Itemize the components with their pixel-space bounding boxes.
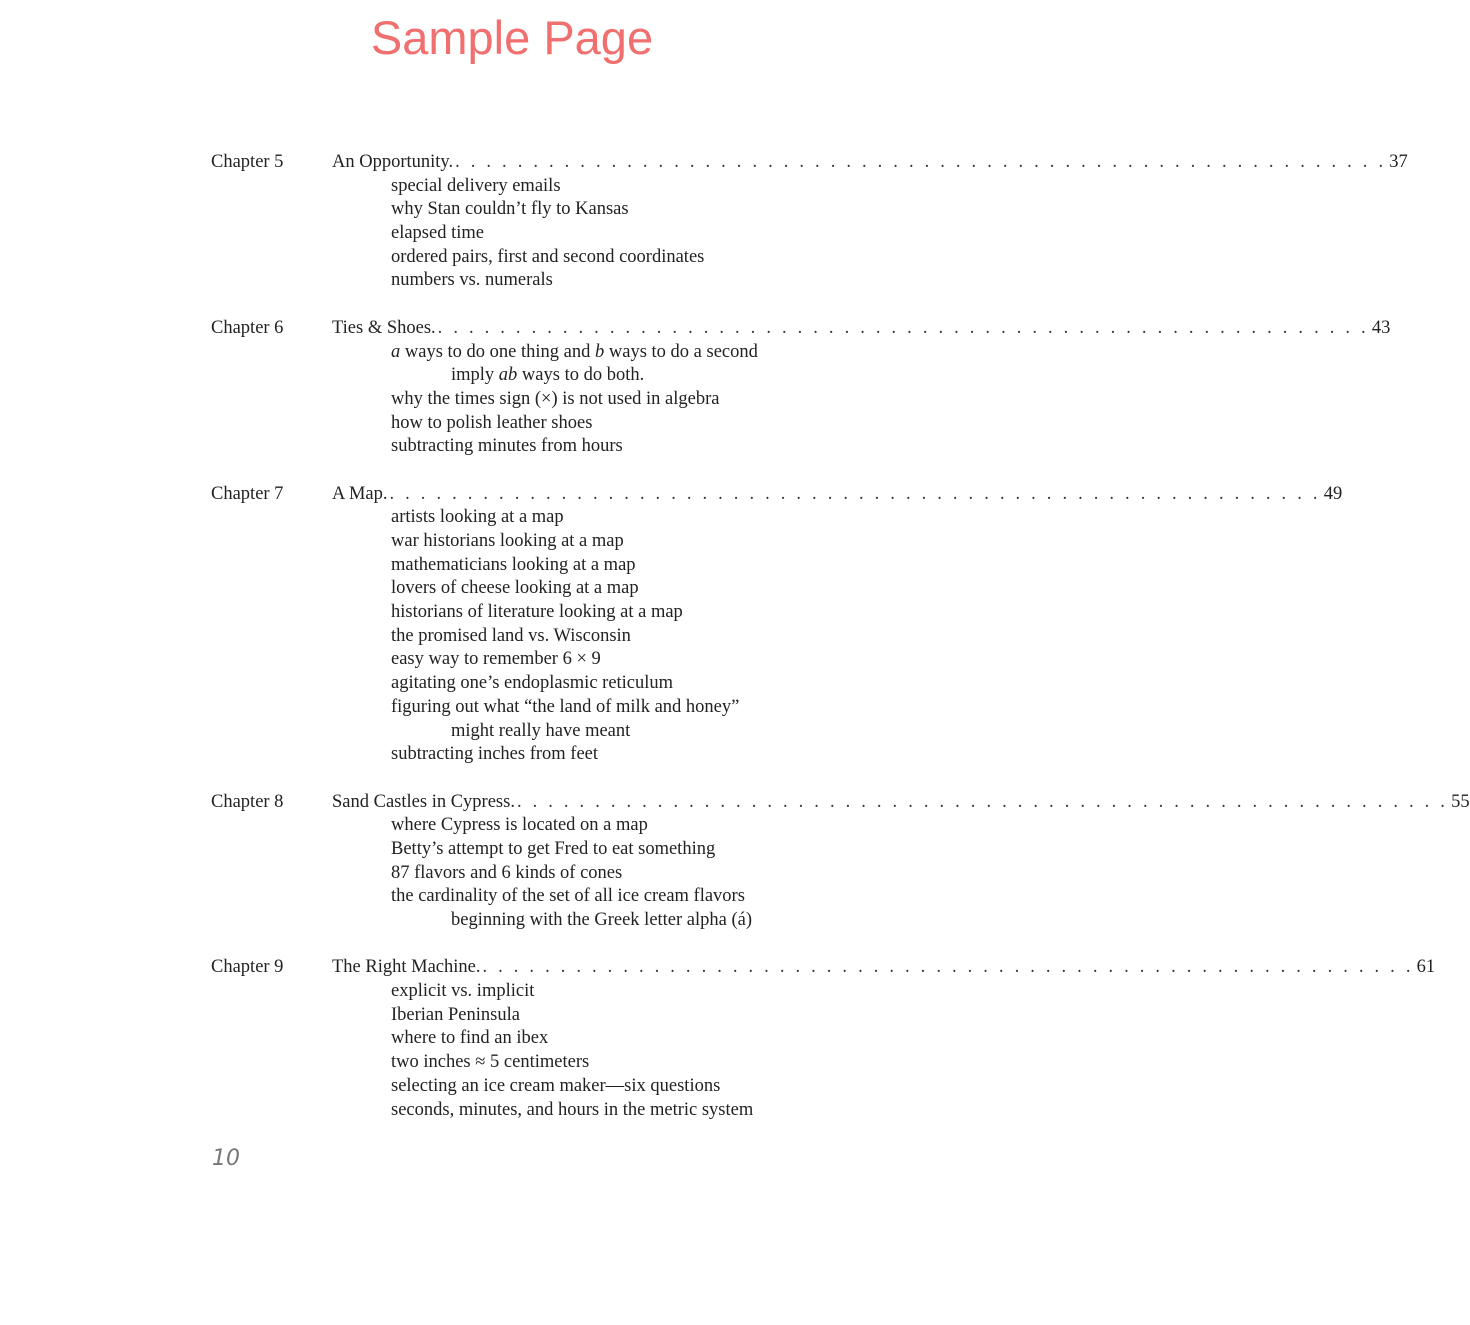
chapter-label: Chapter 7 (211, 483, 284, 504)
chapter-title[interactable]: A Map. (332, 483, 388, 504)
topic-item: Betty’s attempt to get Fred to eat something (391, 838, 716, 859)
topic-item: the promised land vs. Wisconsin (391, 625, 631, 646)
chapter-title[interactable]: An Opportunity. (332, 152, 454, 172)
topic-item: 87 flavors and 6 kinds of cones (391, 862, 623, 883)
dot-leader: . . . . . . . . . . . . . . . . . . . . . . . . . . . . . . . . . . . . . . . . . . . . . . . . . . . . . . . . . . . . (437, 317, 1369, 338)
italic-variable: b (595, 341, 605, 362)
sample-page-watermark: Sample Page (370, 11, 654, 64)
dot-leader: . . . . . . . . . . . . . . . . . . . . . . . . . . . . . . . . . . . . . . . . . . . . . . . . . . . . . . . . . . . . (455, 152, 1387, 172)
chapter-entry-5 (211, 151, 1408, 293)
table-of-contents (211, 151, 1470, 1146)
topic-item: the cardinality of the set of all ice cream flavors (391, 886, 745, 907)
topic-item: why Stan couldn’t fly to Kansas (391, 199, 629, 220)
topic-continuation: beginning with the Greek letter alpha (á) (451, 910, 753, 930)
italic-variable: ab (498, 365, 518, 386)
chapter-label: Chapter 9 (211, 957, 284, 978)
topic-item: how to polish leather shoes (391, 412, 593, 433)
topic-item: ordered pairs, first and second coordinates (391, 246, 705, 267)
chapter-label: Chapter 6 (211, 317, 284, 338)
topic-item: lovers of cheese looking at a map (391, 578, 639, 599)
dot-leader: . . . . . . . . . . . . . . . . . . . . . . . . . . . . . . . . . . . . . . . . . . . . . . . . . . . . . . . . . . . . (516, 791, 1449, 812)
topic-item: seconds, minutes, and hours in the metric system (391, 1099, 754, 1120)
page-number[interactable]: 37 (1389, 152, 1408, 172)
topic-item: subtracting inches from feet (391, 744, 599, 765)
chapter-label: Chapter 8 (211, 791, 284, 812)
page-number[interactable]: 49 (1323, 483, 1343, 504)
chapter-entry-6 (211, 317, 1391, 459)
page-number[interactable]: 61 (1416, 957, 1436, 978)
topic-item: historians of literature looking at a map (391, 602, 683, 623)
chapter-heading-row (211, 317, 1391, 341)
chapter-entry-7 (211, 483, 1343, 767)
topic-item: numbers vs. numerals (391, 270, 553, 291)
chapter-label: Chapter 5 (211, 152, 284, 172)
topic-item: war historians looking at a map (391, 531, 624, 551)
topic-item: subtracting minutes from hours (391, 436, 623, 457)
italic-variable: a (391, 341, 401, 362)
topic-item: artists looking at a map (391, 507, 564, 528)
chapter-heading-row (211, 483, 1343, 507)
topic-item: explicit vs. implicit (391, 981, 535, 1002)
topic-continuation: might really have meant (451, 720, 631, 741)
topic-item: selecting an ice cream maker—six questions (391, 1075, 721, 1096)
chapter-entry-8 (211, 791, 1470, 933)
topic-item: a ways to do one thing and b ways to do a second (391, 341, 758, 362)
topic-item: figuring out what “the land of milk and honey” (391, 696, 740, 717)
topic-item: Iberian Peninsula (391, 1004, 520, 1025)
chapter-title[interactable]: Sand Castles in Cypress. (332, 791, 515, 812)
topic-item: agitating one’s endoplasmic reticulum (391, 673, 674, 694)
dot-leader: . . . . . . . . . . . . . . . . . . . . . . . . . . . . . . . . . . . . . . . . . . . . . . . . . . . . . . . . . . . . (389, 483, 1321, 504)
chapter-heading-row (211, 791, 1470, 815)
chapter-entry-9 (211, 956, 1436, 1122)
topic-item: elapsed time (391, 223, 484, 244)
topic-item: why the times sign (×) is not used in algebra (391, 388, 720, 409)
topic-item: easy way to remember 6 × 9 (391, 649, 601, 670)
page-folio-number: 10 (212, 1146, 240, 1171)
chapter-title[interactable]: The Right Machine. (332, 957, 481, 978)
chapter-heading-row (211, 151, 1408, 175)
topic-item: mathematicians looking at a map (391, 554, 636, 575)
page-number[interactable]: 55 (1451, 791, 1470, 812)
topic-item: two inches ≈ 5 centimeters (391, 1052, 590, 1073)
topic-continuation: imply ab ways to do both. (451, 365, 645, 386)
topic-item: where to find an ibex (391, 1028, 549, 1049)
topic-item: special delivery emails (391, 175, 561, 196)
dot-leader: . . . . . . . . . . . . . . . . . . . . . . . . . . . . . . . . . . . . . . . . . . . . . . . . . . . . . . . . . . . . (482, 957, 1414, 978)
chapter-heading-row (211, 956, 1436, 980)
page-number[interactable]: 43 (1371, 317, 1391, 338)
topic-item: where Cypress is located on a map (391, 815, 648, 836)
chapter-title[interactable]: Ties & Shoes. (332, 317, 436, 338)
